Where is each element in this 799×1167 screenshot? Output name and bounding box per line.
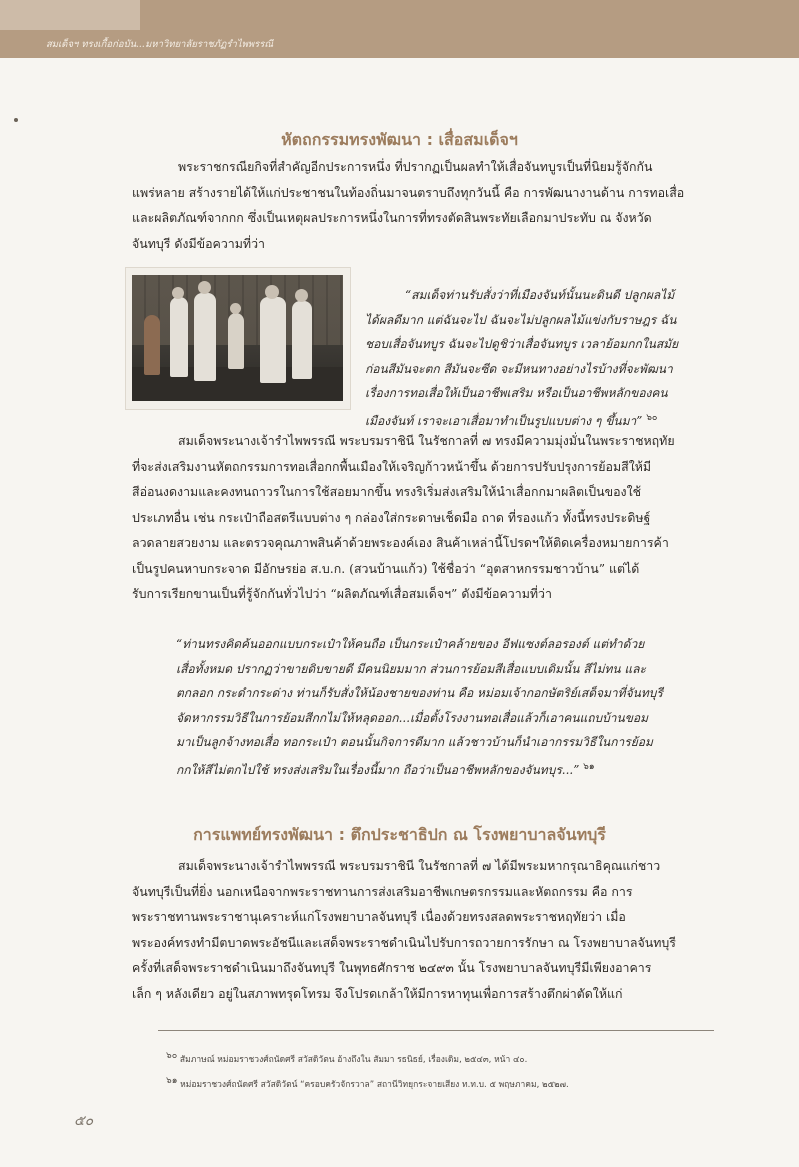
quote-line: มาเป็นลูกจ้างทอเสื่อ ทอกระเป๋า ตอนนั้นกิจการดีมาก แล้วชาวบ้านก็นำเอากรรมวิธีในการย้อม bbox=[176, 735, 653, 749]
text-line: สีอ่อนงดงามและคงทนถาวรในการใช้สอยมากขึ้น ทรงริเริ่มส่งเสริมให้นำเสื่อกกมาผลิตเป็นของใช้ bbox=[132, 484, 642, 499]
page-header bbox=[0, 0, 799, 58]
quote-line: กกให้สีไม่ตกไปใช้ ทรงส่งเสริมในเรื่องนี้มาก ถือว่าเป็นอาชีพหลักของจันทบุร...” bbox=[176, 762, 580, 777]
page-number: ๕๐ bbox=[74, 1113, 94, 1129]
running-title: สมเด็จฯ ทรงเกื้อก่อบัน...มหาวิทยาลัยราชภัฏรำไพพรรณี bbox=[46, 39, 274, 50]
footnote-text: สัมภาษณ์ หม่อมราชวงศ์ถนัดศรี สวัสดิวัตน อ้างถึงใน สัมมา รธนิธย์, เรื่องเดิม, ๒๕๔๓, หน้า ๔๐. bbox=[179, 1054, 528, 1065]
text-line: เป็นรูปคนหาบกระจาด มีอักษรย่อ ส.บ.ก. (สวนบ้านแก้ว) ใช้ชื่อว่า “อุตสาหกรรมชาวบ้าน” แต่ได้ bbox=[132, 560, 640, 576]
text-line: และผลิตภัณฑ์จากกก ซึ่งเป็นเหตุผลประการหนึ่งในการที่ทรงตัดสินพระทัยเลือกมาประทับ ณ จังหวัด bbox=[132, 210, 652, 225]
body-paragraph-2 bbox=[132, 853, 714, 1006]
text-line: จันทบุรีเป็นที่ยิ่ง นอกเหนือจากพระราชทานการส่งเสริมอาชีพเกษตรกรรมและหัตถกรรม คือ การ bbox=[132, 883, 633, 899]
text-line: พระราชทานพระราชานุเคราะห์แก่โรงพยาบาลจันทบุรี เนื่องด้วยทรงสลดพระราชหฤทัยว่า เมื่อ bbox=[132, 909, 626, 924]
footnote-mark: ๖๑ bbox=[166, 1076, 178, 1086]
quote-line: ชอบเสื่อจันทบูร ฉันจะไปดูชิว่าเสื่อจันทบูร เวลาย้อมกกในสมัย bbox=[365, 337, 679, 351]
body-paragraph-1 bbox=[132, 428, 714, 607]
quote-line: “สมเด็จท่านรับสั่งว่าที่เมืองจันท์นั้นนะดินดี ปลูกผลไม้ bbox=[405, 288, 675, 302]
footnote-mark: ๖๐ bbox=[166, 1051, 178, 1061]
text-line: ที่จะส่งเสริมงานหัตถกรรมการทอเสื่อกกพื้นเมืองให้เจริญก้าวหน้าขึ้น ด้วยการปรับปรุงการย้อมสีให้มี bbox=[132, 458, 652, 474]
text-line: สมเด็จพระนางเจ้ารำไพพรรณี พระบรมราชินี ในรัชกาลที่ ๗ ทรงมีความมุ่งมั่นในพระราชหฤทัย bbox=[178, 433, 675, 448]
section-title-mat: หัตถกรรมทรงพัฒนา : เสื่อสมเด็จฯ bbox=[281, 130, 518, 149]
text-line: ประเภทอื่น เช่น กระเป๋าถือสตรีแบบต่าง ๆ กล่องใส่กระดาษเช็ดมือ ถาด ที่รองแก้ว ทั้งนี้ทรงประดิษฐ์ bbox=[132, 509, 651, 525]
footnote-text: หม่อมราชวงศ์ถนัดศรี สวัสดิวัตน์ “ครอบครัวจักรวาล” สถานีวิทยุกระจายเสียง ท.ท.บ. ๕ พฤษภาคม, ๒๕๒๗. bbox=[180, 1079, 569, 1090]
footnote-1 bbox=[166, 1048, 527, 1066]
quote-line: ได้ผลดีมาก แต่ฉันจะไป ฉันจะไม่ปลูกผลไม้แข่งกับราษฎร ฉัน bbox=[365, 312, 677, 327]
footnote-ref[interactable]: ๖๑ bbox=[583, 761, 595, 772]
quote-block-1 bbox=[365, 283, 725, 433]
page-speck bbox=[14, 118, 18, 122]
quote-line: “ท่านทรงคิดค้นออกแบบกระเป๋าให้คนถือ เป็นกระเป๋าคล้ายของ อีฟแซงต์ลอรองต์ แต่ทำด้วย bbox=[176, 637, 645, 651]
quote-line: จัดหากรรมวิธีในการย้อมสีกกไม่ให้หลุดออก...เมื่อตั้งโรงงานทอเสื่อแล้วก็เอาคนแถบบ้านขอม bbox=[176, 710, 649, 725]
section-title-hospital: การแพทย์ทรงพัฒนา : ตึกประชาธิปก ณ โรงพยาบาลจันทบุรี bbox=[193, 825, 606, 844]
quote-block-2 bbox=[176, 632, 716, 782]
historical-photo bbox=[126, 268, 350, 409]
footnote-divider bbox=[158, 1030, 714, 1031]
text-line: จันทบุรี ดังมีข้อความที่ว่า bbox=[132, 235, 265, 251]
quote-line: เรื่องการทอเสื่อให้เป็นอาชีพเสริม หรือเป็นอาชีพหลักของคน bbox=[365, 386, 668, 400]
photo-image bbox=[132, 275, 343, 401]
quote-line: ตกลอก กระดำกระด่าง ท่านก็รับสั่งให้น้องชายของท่าน คือ หม่อมเจ้ากอกษัตริย์เสด็จมาที่จันทบุรี bbox=[176, 686, 663, 700]
footnote-2 bbox=[166, 1073, 569, 1091]
text-line: สมเด็จพระนางเจ้ารำไพพรรณี พระบรมราชินี ในรัชกาลที่ ๗ ได้มีพระมหากรุณาธิคุณแก่ชาว bbox=[178, 858, 661, 873]
text-line: พระองค์ทรงทำมีตบาดพระอัชนีและเสด็จพระราชดำเนินไปรับการถวายการรักษา ณ โรงพยาบาลจันทบุรี bbox=[132, 934, 676, 950]
header-logo bbox=[0, 0, 140, 30]
quote-line: เสื่อทั้งหมด ปรากฏว่าขายดิบขายดี มีคนนิยมมาก ส่วนการย้อมสีเสื่อแบบเดิมนั้น สีไม่ทน และ bbox=[176, 661, 646, 676]
footnote-ref[interactable]: ๖๐ bbox=[646, 412, 658, 423]
intro-paragraph bbox=[132, 154, 714, 256]
text-line: แพร่หลาย สร้างรายได้ให้แก่ประชาชนในท้องถิ่นมาจนตราบถึงทุกวันนี้ คือ การพัฒนางานด้าน การทอเสื่อ bbox=[132, 184, 685, 200]
text-line: พระราชกรณียกิจที่สำคัญอีกประการหนึ่ง ที่ปรากฏเป็นผลทำให้เสื่อจันทบูรเป็นที่นิยมรู้จักกัน bbox=[178, 159, 653, 174]
quote-line: ก่อนสีมันจะตก สีมันจะซีด จะมีหนทางอย่างไรบ้างที่จะพัฒนา bbox=[365, 361, 673, 376]
quote-line: เมืองจันท์ เราจะเอาเสื่อมาทำเป็นรูปแบบต่าง ๆ ขึ้นมา” bbox=[365, 413, 643, 428]
text-line: เล็ก ๆ หลังเดียว อยู่ในสภาพทรุดโทรม จึงโปรดเกล้าให้มีการหาทุนเพื่อการสร้างตึกผ่าตัดให้แก่ bbox=[132, 985, 623, 1001]
text-line: รับการเรียกขานเป็นที่รู้จักกันทั่วไปว่า “ผลิตภัณฑ์เสื่อสมเด็จฯ” ดังมีข้อความที่ว่า bbox=[132, 586, 552, 601]
text-line: ครั้งที่เสด็จพระราชดำเนินมาถึงจันทบุรี ในพุทธศักราช ๒๔๙๓ นั้น โรงพยาบาลจันทบุรีมีเพียงอาคาร bbox=[132, 960, 652, 975]
text-line: ลวดลายสวยงาม และตรวจคุณภาพสินค้าด้วยพระองค์เอง สินค้าเหล่านี้โปรดฯให้ติดเครื่องหมายการค้า bbox=[132, 535, 669, 550]
